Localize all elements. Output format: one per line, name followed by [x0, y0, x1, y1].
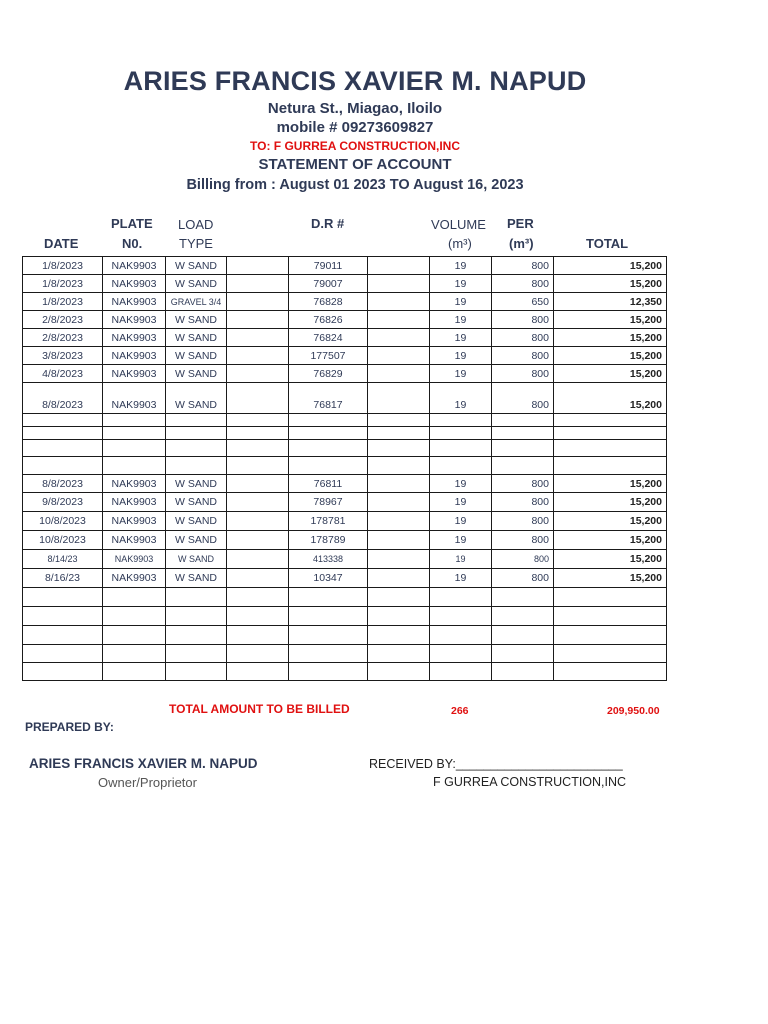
- cell-volume: 19: [430, 311, 492, 329]
- cell-plate: NAK9903: [103, 550, 166, 569]
- empty-row: [23, 427, 667, 440]
- table-row: [23, 365, 667, 383]
- cell-volume: 19: [430, 383, 492, 414]
- cell-plate: NAK9903: [103, 311, 166, 329]
- cell-date: 10/8/2023: [23, 512, 103, 531]
- col-header-plate-no: N0.: [122, 236, 143, 251]
- cell-date: 10/8/2023: [23, 531, 103, 550]
- cell-date: 1/8/2023: [23, 275, 103, 293]
- cell-volume: 19: [430, 512, 492, 531]
- cell-total: 15,200: [554, 493, 667, 512]
- cell-date: 2/8/2023: [23, 311, 103, 329]
- cell-dr: 10347: [289, 569, 368, 588]
- cell-plate: NAK9903: [103, 475, 166, 493]
- cell-load-type: W SAND: [166, 347, 227, 365]
- cell-empty: [368, 569, 430, 588]
- cell-load-type: W SAND: [166, 475, 227, 493]
- cell-volume: 19: [430, 293, 492, 311]
- cell-total: 15,200: [554, 550, 667, 569]
- cell-empty: [227, 347, 289, 365]
- cell-total: 15,200: [554, 383, 667, 414]
- empty-row: [23, 645, 667, 663]
- cell-empty: [227, 512, 289, 531]
- statement-title: STATEMENT OF ACCOUNT: [258, 156, 452, 173]
- col-header-dr: D.R #: [311, 216, 345, 231]
- cell-load-type: W SAND: [166, 275, 227, 293]
- cell-dr: 76817: [289, 383, 368, 414]
- cell-volume: 19: [430, 257, 492, 275]
- empty-row: [23, 457, 667, 475]
- cell-load-type: W SAND: [166, 257, 227, 275]
- cell-total: 15,200: [554, 311, 667, 329]
- cell-date: 1/8/2023: [23, 293, 103, 311]
- cell-empty: [368, 512, 430, 531]
- table-row: [23, 531, 667, 550]
- cell-volume: 19: [430, 475, 492, 493]
- cell-volume: 19: [430, 275, 492, 293]
- cell-empty: [227, 275, 289, 293]
- cell-date: 4/8/2023: [23, 365, 103, 383]
- col-header-volume: VOLUME: [431, 217, 486, 232]
- prepared-by-label: PREPARED BY:: [25, 720, 114, 734]
- cell-plate: NAK9903: [103, 257, 166, 275]
- cell-volume: 19: [430, 329, 492, 347]
- cell-per: 800: [492, 531, 554, 550]
- table-row: [23, 569, 667, 588]
- cell-empty: [227, 329, 289, 347]
- cell-per: 800: [492, 257, 554, 275]
- cell-dr: 76811: [289, 475, 368, 493]
- cell-load-type: W SAND: [166, 531, 227, 550]
- col-header-type: TYPE: [179, 236, 213, 251]
- statement-table: [22, 256, 667, 681]
- cell-per: 800: [492, 311, 554, 329]
- cell-per: 800: [492, 383, 554, 414]
- cell-empty: [227, 257, 289, 275]
- table-row: [23, 493, 667, 512]
- table-row: [23, 311, 667, 329]
- cell-empty: [227, 493, 289, 512]
- cell-empty: [368, 347, 430, 365]
- cell-per: 800: [492, 475, 554, 493]
- table-row: [23, 347, 667, 365]
- cell-dr: 178789: [289, 531, 368, 550]
- table-row: [23, 275, 667, 293]
- cell-plate: NAK9903: [103, 512, 166, 531]
- cell-dr: 413338: [289, 550, 368, 569]
- cell-dr: 76829: [289, 365, 368, 383]
- owner-name: ARIES FRANCIS XAVIER M. NAPUD: [123, 66, 587, 96]
- cell-per: 800: [492, 275, 554, 293]
- cell-dr: 177507: [289, 347, 368, 365]
- cell-total: 15,200: [554, 365, 667, 383]
- cell-date: 2/8/2023: [23, 329, 103, 347]
- table-row: [23, 257, 667, 275]
- cell-empty: [368, 257, 430, 275]
- cell-date: 1/8/2023: [23, 257, 103, 275]
- empty-row: [23, 414, 667, 427]
- cell-date: 3/8/2023: [23, 347, 103, 365]
- cell-total: 15,200: [554, 512, 667, 531]
- cell-plate: NAK9903: [103, 365, 166, 383]
- cell-plate: NAK9903: [103, 569, 166, 588]
- recipient-line: TO: F GURREA CONSTRUCTION,INC: [250, 139, 460, 153]
- cell-empty: [227, 531, 289, 550]
- cell-dr: 79011: [289, 257, 368, 275]
- cell-empty: [368, 365, 430, 383]
- cell-total: 15,200: [554, 569, 667, 588]
- cell-volume: 19: [430, 550, 492, 569]
- cell-plate: NAK9903: [103, 531, 166, 550]
- cell-load-type: W SAND: [166, 550, 227, 569]
- billing-period: Billing from : August 01 2023 TO August 16, 2023: [186, 177, 524, 193]
- cell-dr: 76826: [289, 311, 368, 329]
- cell-total: 15,200: [554, 329, 667, 347]
- cell-empty: [368, 311, 430, 329]
- cell-volume: 19: [430, 365, 492, 383]
- cell-empty: [368, 293, 430, 311]
- total-amount-value: 209,950.00: [607, 705, 660, 717]
- cell-load-type: W SAND: [166, 512, 227, 531]
- cell-per: 800: [492, 493, 554, 512]
- cell-load-type: W SAND: [166, 569, 227, 588]
- cell-date: 8/16/23: [23, 569, 103, 588]
- cell-empty: [368, 475, 430, 493]
- receiver-company: F GURREA CONSTRUCTION,INC: [433, 775, 627, 789]
- col-header-plate: PLATE: [111, 216, 153, 231]
- col-header-volume-unit: (m³): [448, 236, 472, 251]
- cell-per: 650: [492, 293, 554, 311]
- cell-empty: [227, 383, 289, 414]
- cell-volume: 19: [430, 569, 492, 588]
- cell-per: 800: [492, 365, 554, 383]
- cell-empty: [368, 550, 430, 569]
- owner-mobile: mobile # 09273609827: [276, 119, 434, 136]
- owner-address: Netura St., Miagao, Iloilo: [267, 100, 443, 117]
- cell-load-type: W SAND: [166, 493, 227, 512]
- cell-load-type: W SAND: [166, 365, 227, 383]
- cell-total: 12,350: [554, 293, 667, 311]
- cell-empty: [368, 493, 430, 512]
- empty-row: [23, 607, 667, 626]
- cell-total: 15,200: [554, 347, 667, 365]
- cell-date: 8/8/2023: [23, 383, 103, 414]
- cell-dr: 178781: [289, 512, 368, 531]
- cell-dr: 78967: [289, 493, 368, 512]
- empty-row: [23, 663, 667, 681]
- total-amount-label: TOTAL AMOUNT TO BE BILLED: [169, 702, 350, 716]
- signatory-name: ARIES FRANCIS XAVIER M. NAPUD: [29, 756, 258, 771]
- cell-plate: NAK9903: [103, 347, 166, 365]
- cell-date: 8/8/2023: [23, 475, 103, 493]
- cell-date: 9/8/2023: [23, 493, 103, 512]
- table-row: [23, 475, 667, 493]
- cell-empty: [368, 275, 430, 293]
- cell-total: 15,200: [554, 275, 667, 293]
- cell-plate: NAK9903: [103, 329, 166, 347]
- col-header-per: PER: [507, 216, 534, 231]
- cell-date: 8/14/23: [23, 550, 103, 569]
- cell-plate: NAK9903: [103, 493, 166, 512]
- received-by-line: RECEIVED BY:________________________: [369, 757, 623, 771]
- cell-empty: [368, 383, 430, 414]
- col-header-load: LOAD: [178, 217, 214, 232]
- cell-plate: NAK9903: [103, 275, 166, 293]
- cell-dr: 79007: [289, 275, 368, 293]
- empty-row: [23, 588, 667, 607]
- cell-empty: [227, 311, 289, 329]
- cell-per: 800: [492, 329, 554, 347]
- cell-empty: [368, 531, 430, 550]
- cell-empty: [227, 365, 289, 383]
- table-row: [23, 512, 667, 531]
- table-row: [23, 550, 667, 569]
- cell-load-type: W SAND: [166, 383, 227, 414]
- cell-empty: [227, 569, 289, 588]
- empty-row: [23, 440, 667, 457]
- cell-load-type: W SAND: [166, 311, 227, 329]
- cell-volume: 19: [430, 347, 492, 365]
- cell-per: 800: [492, 347, 554, 365]
- cell-dr: 76824: [289, 329, 368, 347]
- cell-total: 15,200: [554, 531, 667, 550]
- cell-plate: NAK9903: [103, 293, 166, 311]
- cell-volume: 19: [430, 531, 492, 550]
- table-row: [23, 383, 667, 414]
- total-volume-value: 266: [451, 705, 469, 717]
- table-row: [23, 293, 667, 311]
- cell-total: 15,200: [554, 475, 667, 493]
- cell-per: 800: [492, 569, 554, 588]
- cell-plate: NAK9903: [103, 383, 166, 414]
- cell-volume: 19: [430, 493, 492, 512]
- cell-load-type: GRAVEL 3/4: [166, 293, 227, 311]
- cell-empty: [227, 293, 289, 311]
- table-row: [23, 329, 667, 347]
- signatory-title: Owner/Proprietor: [98, 775, 197, 790]
- cell-empty: [227, 550, 289, 569]
- cell-per: 800: [492, 550, 554, 569]
- cell-load-type: W SAND: [166, 329, 227, 347]
- cell-total: 15,200: [554, 257, 667, 275]
- col-header-total: TOTAL: [586, 236, 629, 251]
- col-header-per-unit: (m³): [509, 236, 534, 251]
- col-header-date: DATE: [44, 236, 79, 251]
- empty-row: [23, 626, 667, 645]
- cell-per: 800: [492, 512, 554, 531]
- cell-empty: [227, 475, 289, 493]
- cell-dr: 76828: [289, 293, 368, 311]
- cell-empty: [368, 329, 430, 347]
